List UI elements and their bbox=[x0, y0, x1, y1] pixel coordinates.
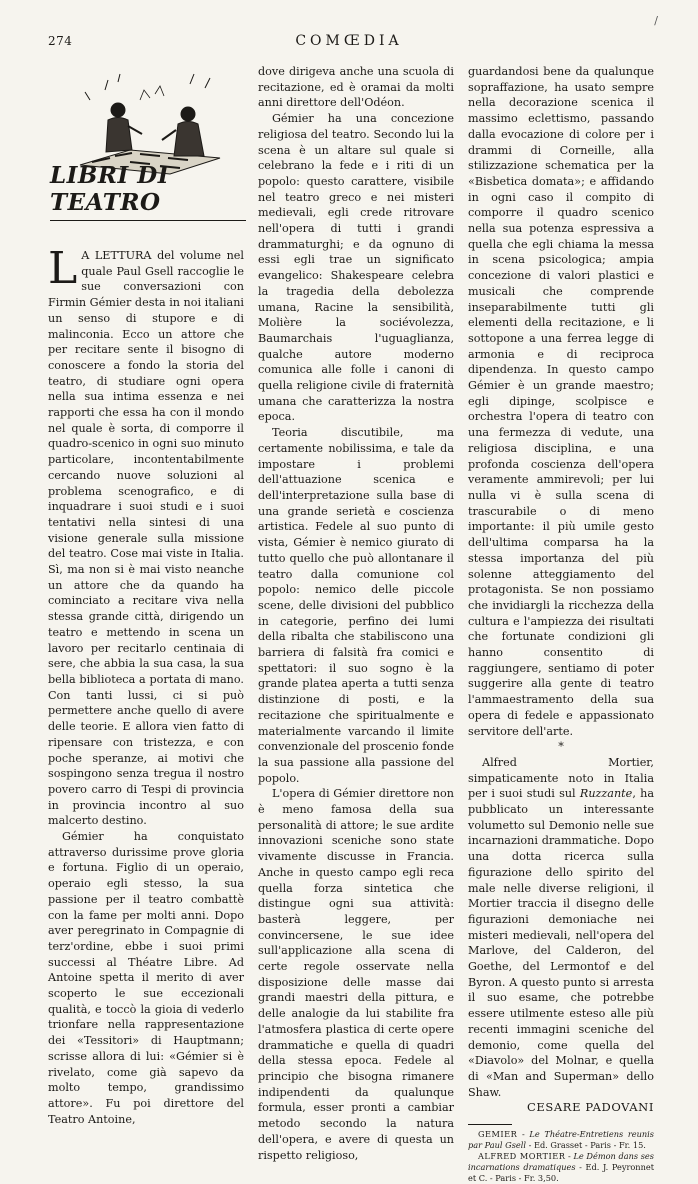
section-title: LIBRI DI TEATRO bbox=[50, 162, 246, 221]
biblio-title: Le Démon dans ses incarnations dramatiques bbox=[468, 1151, 654, 1173]
column-2 bbox=[258, 64, 454, 1163]
paragraph bbox=[468, 755, 654, 1100]
footnote-rule bbox=[468, 1124, 512, 1125]
paragraph: Gémier ha conquistato attraverso durissime prove gloria e fortuna. Figlio di un operaio, operaio egli stesso, la sua passione per il teatro combattè con la fame per molti anni. Dopo aver peregrinato in Compagnie di terz'ordine, ebbe i suoi primi successi al Théatre Libre. Ad Antoine spetta il merito di aver scoperto le sue eccezionali qualità, e toccò la gioia di vederlo trionfare nella rappresentazione dei «Tessitori» di Hauptmann; scrisse allora di lui: «Gémier si è rivelato, come già sapevo da molto tempo, grandissimo attore». Fu poi direttore del Teatro Antoine, bbox=[48, 830, 244, 1126]
drop-cap: L bbox=[48, 243, 78, 294]
paragraph: Gémier ha una concezione religiosa del teatro. Secondo lui la scena è un altare sul quale si celebrano la fede e i riti di un popolo: questo carattere, visibile nel teatro greco e nei misteri medievali, egli crede ritrovare nell'opera di tutti i grandi drammaturghi; e da ognuno di essi egli trae un significato evangelico: Shakespeare celebra la tragedia della debolezza umana, Racine la sensibilità, Molière la sociévolezza, Baumarchais l'uguaglianza, qualche autore moderno comunica alle folle i canoni di quella religione civile di fraternità umana che caratterizza la nostra epoca. bbox=[258, 112, 454, 424]
page-number: 274 bbox=[48, 34, 73, 48]
biblio-details: - Ed. Grasset - Paris - Fr. 15. bbox=[528, 1140, 646, 1151]
section-separator: * bbox=[558, 740, 564, 754]
bibliography-entry: ALFRED MORTIER - Le Démon dans ses incarnations dramatiques - Ed. J. Peyronnet et C. - Paris - Fr. 3,50. bbox=[468, 1151, 654, 1184]
paragraph-text: Alfred Mortier, simpaticamente noto in Italia per i suoi studi sul bbox=[468, 755, 654, 801]
lead-in: A LETTURA bbox=[81, 249, 152, 262]
column-1 bbox=[48, 243, 245, 1127]
paragraph-text: del volume nel quale Paul Gsell raccoglie le sue conversazioni con Firmin Gémier desta in noi italiani un senso di stupore e di malinconia. Ecco un attore che per recitare sente il bisogno di conoscere a fondo la storia del teatro, di studiare ogni opera nella sua intima essenza e nei rapporti che essa ha con il mondo nel quale è sorta, di comporre il quadro-scenico in ogni suo minuto particolare, incontentabilmente cercando nuove soluzioni al problema scenografico, e di inquadrare i suoi studi e i suoi tentativi nella sintesi di una visione generale sulla missione del teatro. Cose mai viste in Italia. Sì, ma non si è mai visto neanche un attore che da quando ha cominciato a recitare viva nella stessa grande città, dirigendo un teatro e mettendo in scena un lavoro per recitarlo centinaia di sere, che abbia la sua casa, la sua bella biblioteca a portata di mano. Con tanti lussi, ci si può permettere anche quello di avere delle teorie. E allora vien fatto di ripensare con tristezza, e con poche speranze, ai motivi che sospingono senza tregua il nostro povero carro di Tespi di provincia in provincia incontro al suo malcerto destino. bbox=[48, 249, 245, 828]
paragraph-text: , ha pubblicato un interessante volumetto sul Demonio nelle sue incarnazioni drammatiche. Dopo una dotta ricerca sulla figurazione dello spirito del male nelle diverse religioni, il Mortier traccia il disegno delle figurazioni demoniache nei misteri medievali, nell'opera del Marlove, del Calderon, del Goethe, del Lermontof e del Byron. A questo punto si arresta il suo esame, che potrebbe essere utilmente esteso alle più recenti immagini sceniche del demonio, come quella del «Diavolo» del Molnar, e quella di «Man and Superman» dello Shaw. bbox=[468, 787, 654, 1099]
biblio-title: Le Théatre-Entretiens reunis par Paul Gsell bbox=[468, 1129, 654, 1151]
paragraph: guardandosi bene da qualunque sopraffazione, ha usato sempre nella decorazione scenica il massimo eclettismo, passando dalla evocazione di colore per i drammi di Corneille, alla stilizzazione schematica per la «Bisbetica domata»; e affidando in ogni caso il compito di comporre il quadro scenico nella sua potenza espressiva a quella che egli chiama la messa in scena psicologica; ampia concezione di valori plastici e musicali che comprende inseparabilmente tutti gli elementi della recitazione, e li sottopone a una ferrea legge di armonia e di reciproca dipendenza. In questo campo Gémier è un grande maestro; egli dipinge, scolpisce e orchestra l'opera di teatro con una fermezza di vedute, una religiosa disciplina, e una profonda coscienza dell'opera veramente ammirevoli; per lui nulla vi è sulla scena di trascurabile o di meno importante: il più umile gesto dell'ultima comparsa ha la stessa importanza del più solenne atteggiamento del protagonista. Se non possiamo che invidiargli la ricchezza della cultura e l'ampiezza dei risultati che fortunate condizioni gli hanno consentito di raggiungere, sentiamo di poter suggerire alla gente di teatro l'ammaestramento della sua opera di fedele e appassionato servitore dell'arte. bbox=[468, 65, 654, 738]
paragraph: Teoria discutibile, ma certamente nobilissima, e tale da impostare i problemi dell'attuazione scenica e dell'interpretazione sulla base di una grande serietà e coscienza artistica. Fedele al suo punto di vista, Gémier è nemico giurato di tutto quello che può allontanare il teatro dalla comunione col popolo: nemico delle piccole scene, delle divisioni del pubblico in categorie, perfino dei lumi della ribalta che stabiliscono una barriera di falsità fra comici e spettatori: il suo sogno è la grande platea aperta a tutti senza distinzione di posti, e la recitazione che spiritualmente e materialmente varcando il limite convenzionale del proscenio fonde la sua passione alla passione del popolo. bbox=[258, 426, 454, 785]
paragraph-intro bbox=[48, 243, 245, 829]
running-head: COMŒDIA bbox=[295, 33, 403, 49]
author-signature: CESARE PADOVANI bbox=[527, 1100, 654, 1115]
biblio-author: GEMIER bbox=[478, 1129, 518, 1140]
biblio-details: - Ed. J. Peyronnet et C. - Paris - Fr. 3,50. bbox=[468, 1162, 654, 1184]
paragraph: L'opera di Gémier direttore non è meno famosa della sua personalità di attore; le sue ardite innovazioni sceniche sono state vivamente discusse in Francia. Anche in questo campo egli reca quella forza sintetica che distingue ogni sua attività: basterà leggere, per convincersene, le sue idee sull'applicazione alla scena di certe regole osservate nella disposizione delle masse dai grandi maestri della pittura, e delle analogie da lui stabilite fra l'atmosfera plastica di certe opere drammatiche e quella di quadri della stessa epoca. Fedele al principio che bisogna rimanere indipendenti da qualunque formula, esser pronti a cambiar metodo secondo la natura dell'opera, e avere di questa un rispetto religioso, bbox=[258, 787, 454, 1162]
column-3 bbox=[468, 64, 654, 1184]
paragraph: dove dirigeva anche una scuola di recitazione, ed è oramai da molti anni direttore dell'Odéon. bbox=[258, 65, 454, 110]
margin-mark: / bbox=[654, 14, 658, 27]
biblio-author: ALFRED MORTIER bbox=[478, 1151, 566, 1162]
bibliography-entry: GEMIER - Le Théatre-Entretiens reunis par Paul Gsell - Ed. Grasset - Paris - Fr. 15. bbox=[468, 1129, 654, 1151]
book-title: Ruzzante bbox=[579, 787, 633, 801]
